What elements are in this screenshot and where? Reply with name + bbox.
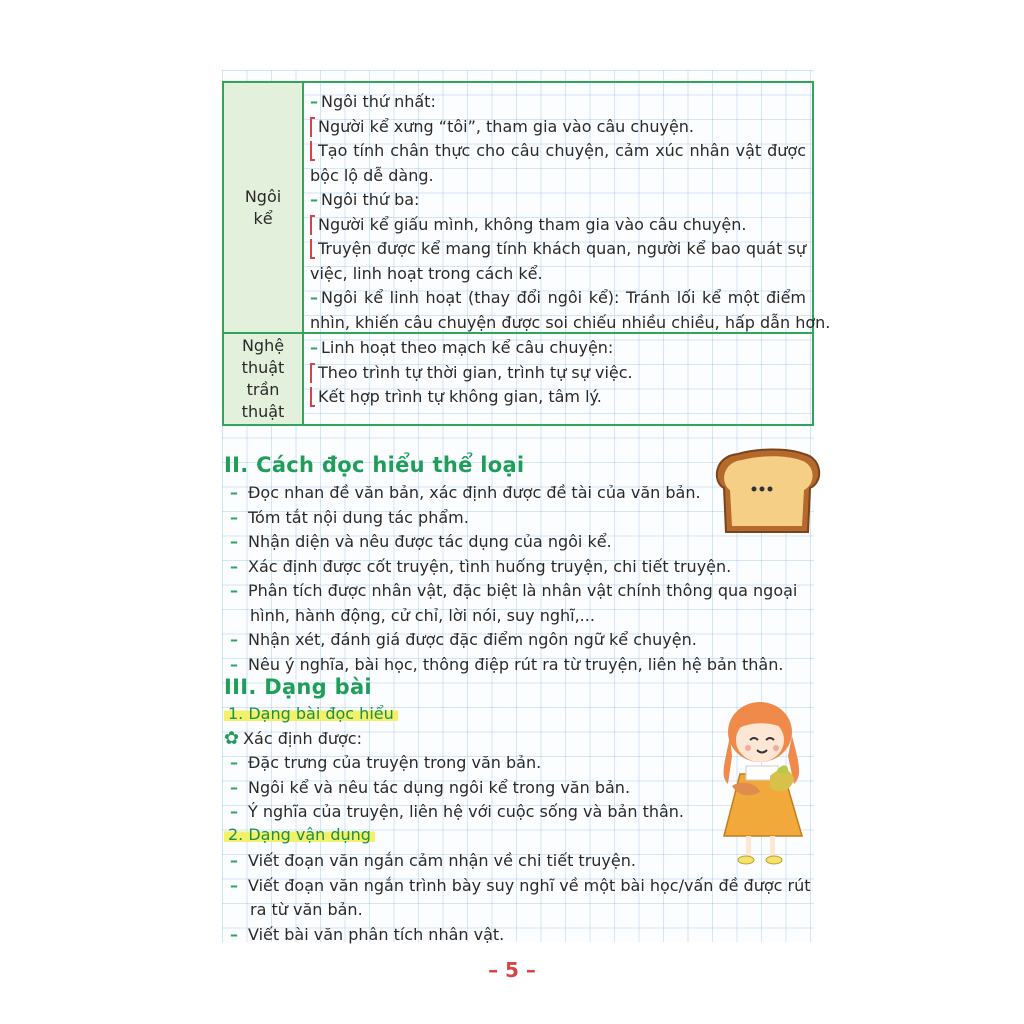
dash-icon: – xyxy=(230,924,238,944)
cell-text: Ngôi thứ nhất: xyxy=(321,92,436,111)
cell-text: Ngôi thứ ba: xyxy=(321,190,420,209)
dash-icon: – xyxy=(230,777,238,797)
dash-icon: – xyxy=(310,190,318,209)
dash-icon: – xyxy=(230,753,238,772)
bracket-icon xyxy=(310,141,315,161)
row-header xyxy=(224,83,304,332)
dash-icon: – xyxy=(230,851,238,870)
dash-icon: – xyxy=(310,288,318,307)
cell-text: bộc lộ dễ dàng. xyxy=(310,165,434,185)
row-header-text xyxy=(245,186,281,230)
dash-icon: – xyxy=(310,92,318,111)
cell-text: việc, linh hoạt trong cách kể. xyxy=(310,263,543,283)
cell-line xyxy=(310,311,831,336)
summary-table xyxy=(222,81,831,426)
list-item xyxy=(230,555,797,580)
dash-icon: – xyxy=(230,556,238,576)
list-item-text: Phân tích được nhân vật, đặc biệt là nhân vật chính thông qua ngoại xyxy=(248,581,798,600)
dash-icon: – xyxy=(230,581,238,600)
row-content xyxy=(310,90,831,335)
list-item xyxy=(230,923,811,948)
cell-line xyxy=(310,286,806,311)
cell-line xyxy=(310,262,806,287)
row-content xyxy=(310,336,806,410)
girl-illustration-icon xyxy=(710,696,814,868)
cell-line xyxy=(310,115,806,140)
cell-line xyxy=(310,361,806,386)
row-header-text xyxy=(242,335,285,423)
row-header-word: thuật xyxy=(241,358,285,377)
bracket-icon xyxy=(310,117,315,137)
cell-text: Tạo tính chân thực cho câu chuyện, cảm xúc nhân vật được xyxy=(318,141,806,160)
cell-text: Theo trình tự thời gian, trình tự sự việc. xyxy=(318,362,633,382)
star-line: ✿ Xác định được: xyxy=(224,728,362,749)
list-item-text: Viết bài văn phân tích nhân vật. xyxy=(248,924,505,944)
subheading-doc-hieu: 1. Dạng bài đọc hiểu xyxy=(224,704,398,723)
cell-line xyxy=(310,188,806,213)
cell-line xyxy=(310,213,806,238)
list-item xyxy=(230,579,797,604)
list-item-text: Viết đoạn văn ngắn cảm nhận về chi tiết truyện. xyxy=(248,851,636,870)
section-title-2: II. Cách đọc hiểu thể loại xyxy=(224,453,525,477)
dash-icon: – xyxy=(230,654,238,674)
list-item xyxy=(230,653,797,678)
row-header-word: trần xyxy=(246,380,280,399)
list-item-continuation: hình, hành động, cử chỉ, lời nói, suy nghĩ,... xyxy=(250,605,595,625)
row-header-word: thuật xyxy=(241,402,285,421)
row-header-word: Nghệ xyxy=(241,336,285,355)
dash-icon: – xyxy=(230,483,238,502)
list-item xyxy=(230,776,684,801)
star-icon: ✿ xyxy=(224,728,240,749)
cell-line xyxy=(310,139,806,164)
cell-text: Truyện được kể mang tính khách quan, người kể bao quát sự xyxy=(318,239,806,258)
cell-text: Ngôi kể linh hoạt (thay đổi ngôi kể): Tránh lối kể một điểm xyxy=(321,288,806,307)
list-item-text: Xác định được cốt truyện, tình huống truyện, chi tiết truyện. xyxy=(248,556,732,576)
cell-line xyxy=(310,90,806,115)
list-item-text: Nhận xét, đánh giá được đặc điểm ngôn ngữ kể chuyện. xyxy=(248,630,697,649)
bracket-icon xyxy=(310,215,315,235)
list-item-text: Đặc trưng của truyện trong văn bản. xyxy=(248,753,542,772)
dash-icon: – xyxy=(230,630,238,649)
list-item xyxy=(230,751,684,776)
cell-text: Người kể giấu mình, không tham gia vào câu chuyện. xyxy=(318,214,747,234)
dash-icon: – xyxy=(230,875,238,895)
bracket-icon xyxy=(310,387,315,407)
subheading-van-dung: 2. Dạng vận dụng xyxy=(224,825,375,844)
cell-line xyxy=(310,385,806,410)
cell-line xyxy=(310,164,806,189)
cell-line xyxy=(310,336,806,361)
bracket-icon xyxy=(310,363,315,383)
cell-line xyxy=(310,237,806,262)
cell-text: nhìn, khiến câu chuyện được soi chiếu nhiều chiều, hấp dẫn hơn. xyxy=(310,312,831,332)
list-item xyxy=(230,874,811,899)
list-item-continuation: ra từ văn bản. xyxy=(250,900,363,919)
dash-icon: – xyxy=(230,802,238,821)
section-title-3: III. Dạng bài xyxy=(224,675,372,699)
list-item-text: Nhận diện và nêu được tác dụng của ngôi kể. xyxy=(248,532,612,551)
section3-list1 xyxy=(230,751,684,825)
row-header-word: kể xyxy=(253,208,273,228)
dash-icon: – xyxy=(310,338,318,357)
cell-text: Kết hợp trình tự không gian, tâm lý. xyxy=(318,387,602,406)
cell-text: Người kể xưng “tôi”, tham gia vào câu chuyện. xyxy=(318,116,695,136)
dash-icon: – xyxy=(230,532,238,551)
row-header xyxy=(224,334,304,424)
list-item-text: Ngôi kể và nêu tác dụng ngôi kể trong văn bản. xyxy=(248,777,631,797)
list-item xyxy=(230,800,684,825)
list-item-text: Tóm tắt nội dung tác phẩm. xyxy=(248,507,469,527)
list-item-text: Ý nghĩa của truyện, liên hệ với cuộc sống và bản thân. xyxy=(248,802,685,821)
bracket-icon xyxy=(310,239,315,259)
list-item-text: Đọc nhan đề văn bản, xác định được đề tài của văn bản. xyxy=(248,483,701,502)
bread-icon xyxy=(708,448,824,536)
row-header-word: Ngôi xyxy=(244,186,282,206)
table-row-nghe-thuat xyxy=(224,334,812,424)
table-row-ngoi-ke xyxy=(224,83,831,334)
list-item xyxy=(230,628,797,653)
dash-icon: – xyxy=(230,507,238,527)
list-item-text: Viết đoạn văn ngắn trình bày suy nghĩ về một bài học/vấn đề được rút xyxy=(248,875,811,895)
list-item-text: Nêu ý nghĩa, bài học, thông điệp rút ra từ truyện, liên hệ bản thân. xyxy=(248,654,784,674)
cell-text: Linh hoạt theo mạch kể câu chuyện: xyxy=(321,338,614,357)
page-number: – 5 – xyxy=(488,958,536,982)
